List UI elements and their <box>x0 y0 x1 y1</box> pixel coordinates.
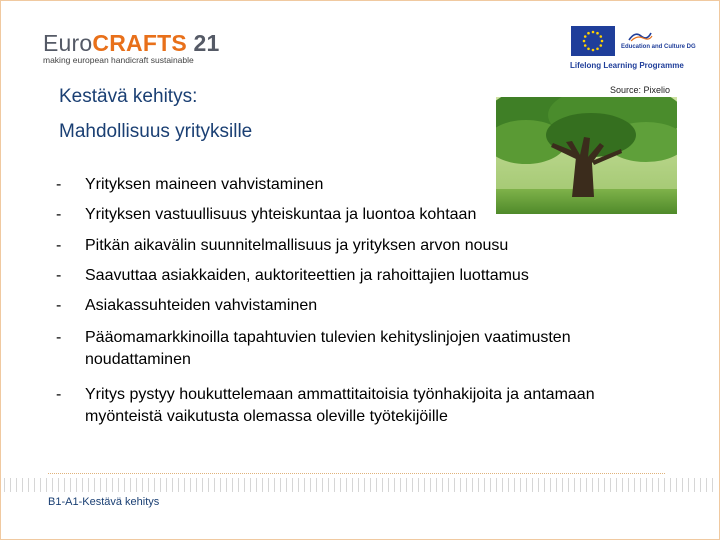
bullet-text: Yrityksen maineen vahvistaminen <box>85 176 324 193</box>
culture-mark-icon <box>627 30 653 42</box>
slide-heading <box>59 79 252 149</box>
bullet-item <box>56 235 508 257</box>
eu-culture-text: Education and Culture DG <box>621 44 696 50</box>
bullet-dash: - <box>56 386 62 403</box>
logo-tagline: making european handicraft sustainable <box>43 55 194 65</box>
photo-source: Source: Pixelio <box>610 85 671 95</box>
logo-number: 21 <box>193 30 220 56</box>
bullet-text: Pääomamarkkinoilla tapahtuvien tulevien kehityslinjojen vaatimusten noudattaminen <box>85 329 571 368</box>
bullet-dash: - <box>56 267 62 284</box>
bullet-dash: - <box>56 297 62 314</box>
tree-photo <box>496 97 677 214</box>
bullet-dash: - <box>56 237 62 254</box>
logo-crafts: CRAFTS <box>92 30 187 56</box>
heading-line-1: Kestävä kehitys: <box>59 86 198 107</box>
bullet-item <box>56 204 476 226</box>
logo-euro: Euro <box>43 30 93 56</box>
bullet-item <box>56 174 323 196</box>
bullet-text: Yritys pystyy houkuttelemaan ammattitaitoisia työnhakijoita ja antamaan myönteistä vaikutusta olemassa oleville työtekijöille <box>85 386 595 425</box>
eu-lifelong-learning-logo <box>569 26 696 72</box>
eu-flag-icon <box>571 26 615 56</box>
eurocrafts-logo <box>43 30 219 65</box>
bullet-item <box>56 384 676 428</box>
footer-divider <box>48 473 665 474</box>
bullet-item <box>56 265 529 287</box>
bullet-text: Pitkän aikavälin suunnitelmallisuus ja yrityksen arvon nousu <box>85 237 509 254</box>
footer-label: B1-A1-Kestävä kehitys <box>48 496 160 508</box>
eu-programme-text: Lifelong Learning Programme <box>570 61 684 70</box>
logo-title <box>43 30 219 56</box>
bullet-item <box>56 295 317 317</box>
bullet-dash: - <box>56 206 62 223</box>
bullet-text: Saavuttaa asiakkaiden, auktoriteettien ja rahoittajien luottamus <box>85 267 529 284</box>
bullet-dash: - <box>56 176 62 193</box>
bullet-text: Yrityksen vastuullisuus yhteiskuntaa ja luontoa kohtaan <box>85 206 477 223</box>
heading-line-2: Mahdollisuus yrityksille <box>59 121 253 142</box>
bullet-dash: - <box>56 329 62 346</box>
footer-tick-strip <box>4 478 716 492</box>
bullet-text: Asiakassuhteiden vahvistaminen <box>85 297 318 314</box>
bullet-item <box>56 327 676 371</box>
